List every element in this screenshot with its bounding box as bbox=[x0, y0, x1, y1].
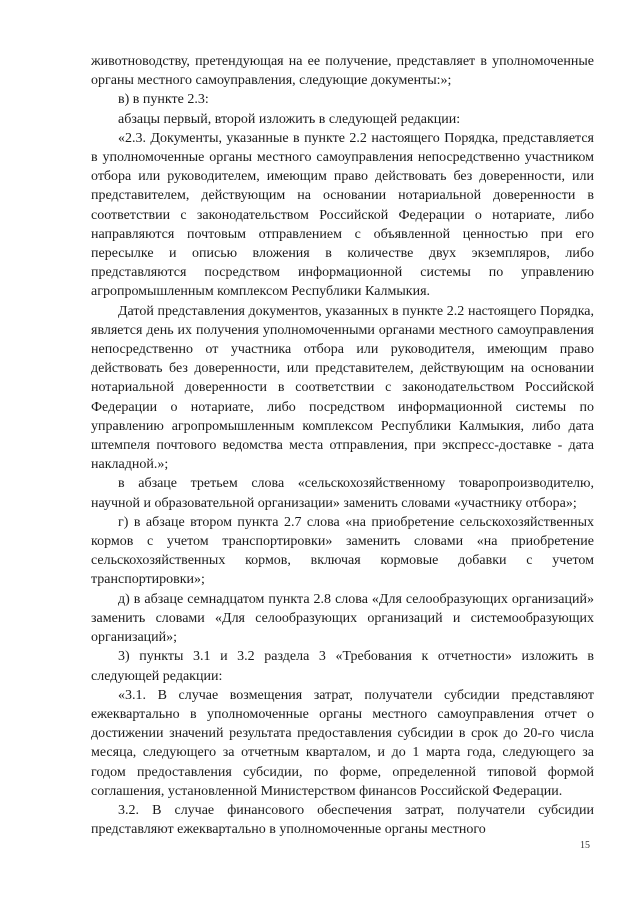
paragraph-clause-3-1: «3.1. В случае возмещения затрат, получатели субсидии представляют ежеквартально в уполномоченные органы местного самоуправления отчет о достижении значений результата предоставления субсидии в срок до 20-го числа месяца, следующего за отчетным кварталом, и до 1 марта года, следующего за годом предоставления субсидии, по форме, определенной типовой формой соглашения, установленной Министерством финансов Российской Федерации. bbox=[91, 687, 594, 799]
paragraph-clause-3-2: 3.2. В случае финансового обеспечения затрат, получатели субсидии представляют ежеквартально в уполномоченные органы местного bbox=[91, 802, 594, 838]
paragraph-instruction: абзацы первый, второй изложить в следующей редакции: bbox=[118, 111, 461, 127]
paragraph-continuation: животноводству, претендующая на ее получение, представляет в уполномоченные органы местного самоуправления, следующие документы:»; bbox=[91, 54, 594, 89]
paragraph-third-abzac: в абзаце третьем слова «сельскохозяйственному товаропроизводителю, научной и образовательной организации» заменить словами «участнику отбора»; bbox=[91, 476, 594, 511]
paragraph-submission-date: Датой представления документов, указанных в пункте 2.2 настоящего Порядка, является день их получения уполномоченными органами местного самоуправления непосредственно от участника отбора или руководителя, имеющим право действовать без доверенности, или представителем, действующим на основании нотариальной доверенности в соответствии с законодательством Российской Федерации о нотариате, либо посредством информационной системы по управлению агропромышленным комплексом Республики Калмыкия, либо дата штемпеля почтового ведомства места отправления, при экспресс-доставке - дата накладной.»; bbox=[91, 303, 594, 473]
document-body bbox=[91, 52, 594, 839]
paragraph-clause-2-3: «2.3. Документы, указанные в пункте 2.2 настоящего Порядка, представляется в уполномоченные органы местного самоуправления непосредственно участником отбора или руководителем, имеющим право действовать без доверенности, или представителем, действующим на основании нотариальной доверенности в соответствии с законодательством Российской Федерации о нотариате, либо направляются почтовым отправлением с объявленной ценностью при его пересылке и описью вложения в количестве двух экземпляров, либо представляются посредством информационной системы по управлению агропромышленным комплексом Республики Калмыкия. bbox=[91, 130, 594, 300]
paragraph-item-v: в) в пункте 2.3: bbox=[118, 92, 209, 108]
paragraph-item-3: 3) пункты 3.1 и 3.2 раздела 3 «Требования к отчетности» изложить в следующей редакции: bbox=[91, 649, 594, 684]
page-number: 15 bbox=[580, 840, 590, 851]
paragraph-item-g: г) в абзаце втором пункта 2.7 слова «на приобретение сельскохозяйственных кормов с учетом транспортировки» заменить словами «на приобретение сельскохозяйственных кормов, включая кормовые добавки с учетом транспортировки»; bbox=[91, 514, 594, 588]
paragraph-item-d: д) в абзаце семнадцатом пункта 2.8 слова «Для селообразующих организаций» заменить словами «Для селообразующих организаций и системообразующих организаций»; bbox=[91, 591, 594, 646]
